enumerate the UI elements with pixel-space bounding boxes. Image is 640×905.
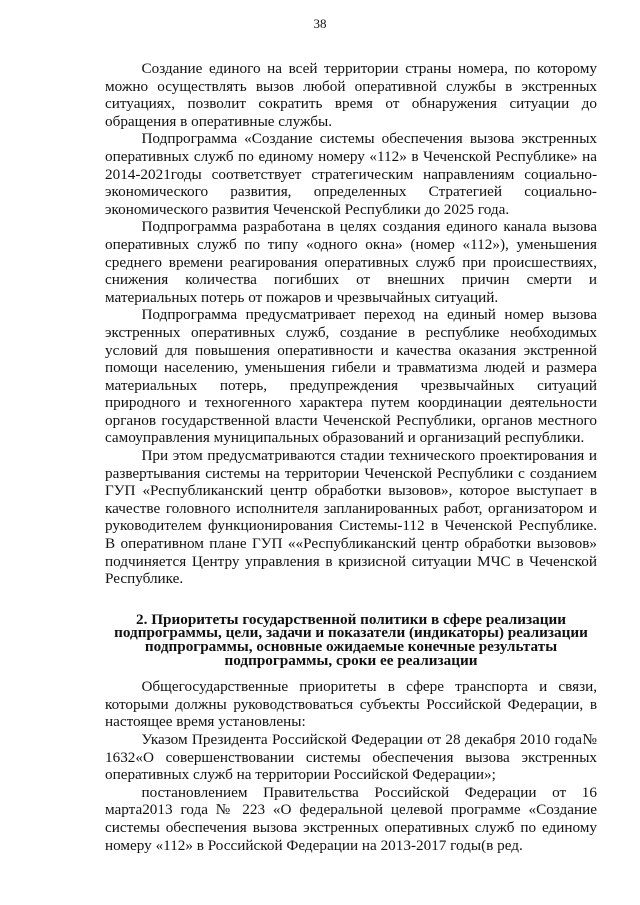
section-heading-line: подпрограммы, сроки ее реализации (224, 651, 478, 669)
paragraph: Общегосударственные приоритеты в сфере транспорта и связи, которыми должны руководствоваться субъекты Российской Федерации, в настоящее время установлены: (105, 678, 597, 731)
paragraph: Подпрограмма разработана в целях создания единого канала вызова оперативных служб по типу «одного окна» (номер «112»), уменьшения среднего времени реагирования оперативных служб при происшествиях, снижения количества погибших от внешних причин смерти и материальных потерь от пожаров и чрезвычайных ситуаций. (105, 218, 597, 306)
section-heading (105, 610, 597, 669)
document-body (105, 60, 597, 854)
paragraph: постановлением Правительства Российской Федерации от 16 марта2013 года № 223 «О федеральной целевой программе «Создание системы обеспечения вызова экстренных оперативных служб по единому номеру «112» в Российской Федерации на 2013-2017 годы(в ред. (105, 783, 597, 854)
paragraph: При этом предусматриваются стадии технического проектирования и развертывания системы на территории Чеченской Республики с созданием ГУП «Республиканский центр обработки вызовов», которое выступает в качестве головного исполнителя запланированных работ, организатором и руководителем функционирования Системы-112 в Чеченской Республике. В оперативном плане ГУП ««Республиканский центр обработки вызовов» подчиняется Центру управления в кризисной ситуации МЧС в Чеченской Республике. (105, 447, 597, 588)
paragraph: Подпрограмма предусматривает переход на единый номер вызова экстренных оперативных служб, создание в республике необходимых условий для повышения оперативности и качества оказания экстренной помощи населению, уменьшения гибели и травматизма людей и размера материальных потерь, предупреждения чрезвычайных ситуаций природного и техногенного характера путем координации деятельности органов государственной власти Чеченской Республики, органов местного самоуправления муниципальных образований и организаций республики. (105, 306, 597, 447)
section-heading-line: 2. Приоритеты государственной политики в сфере реализации (136, 610, 566, 628)
paragraph: Подпрограмма «Создание системы обеспечения вызова экстренных оперативных служб по единому номеру «112» в Чеченской Республике» на 2014-2021годы соответствует стратегическим направлениям социально-экономического развития, определенных Стратегией социально-экономического развития Чеченской Республики до 2025 года. (105, 130, 597, 218)
page-number: 38 (313, 16, 327, 31)
paragraph: Создание единого на всей территории страны номера, по которому можно осуществлять вызов любой оперативной службы в экстренных ситуациях, позволит сократить время от обнаружения ситуации до обращения в оперативные службы. (105, 60, 597, 130)
paragraph: Указом Президента Российской Федерации от 28 декабря 2010 года№ 1632«О совершенствовании системы обеспечения вызова экстренных оперативных служб на территории Российской Федерации»; (105, 730, 597, 784)
section-heading-line: подпрограммы, основные ожидаемые конечные результаты (144, 638, 558, 655)
section-heading-line: подпрограммы, цели, задачи и показатели (индикаторы) реализации (114, 624, 588, 642)
